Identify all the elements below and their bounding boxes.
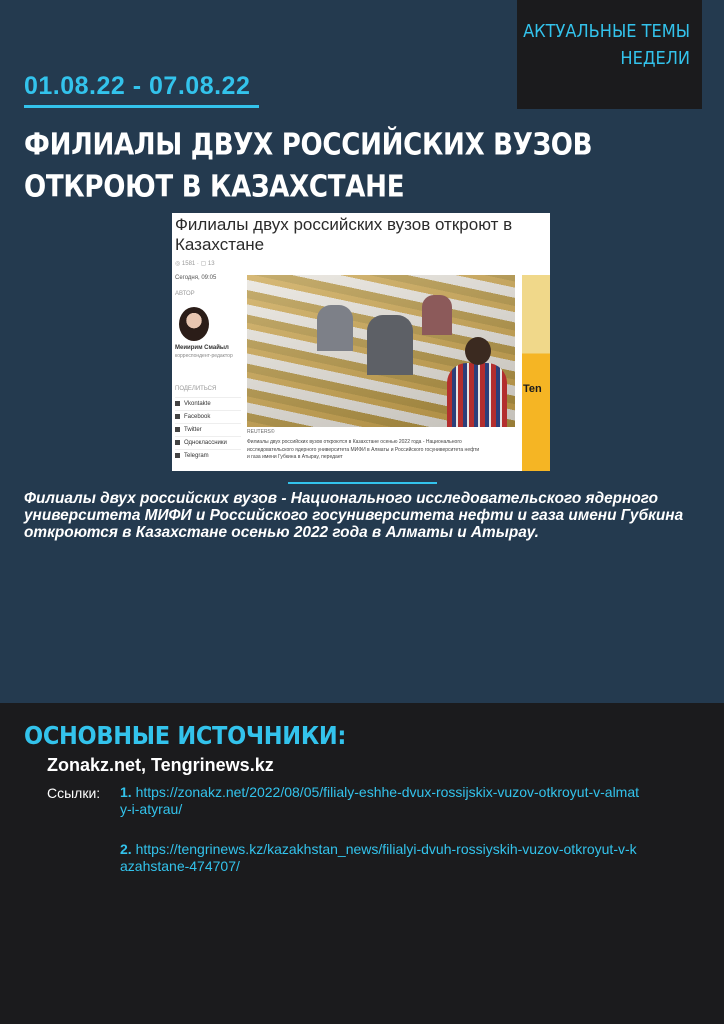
share-item: Telegram <box>175 449 241 462</box>
weekly-topics-badge <box>517 0 702 109</box>
share-item: Facebook <box>175 410 241 423</box>
divider <box>288 482 437 484</box>
sources-heading: ОСНОВНЫЕ ИСТОЧНИКИ: <box>24 721 347 750</box>
source-link-1[interactable] <box>120 784 640 818</box>
student-figure <box>317 305 353 351</box>
link-url[interactable]: https://tengrinews.kz/kazakhstan_news/filialyi-dvuh-rossiyskih-vuzov-otkroyut-v-kazahstane-474707/ <box>120 841 637 874</box>
date-range: 01.08.22 - 07.08.22 <box>24 72 251 100</box>
student-figure <box>367 315 413 375</box>
author-role: корреспондент-редактор <box>175 353 233 359</box>
sources-names: Zonakz.net, Tengrinews.kz <box>47 755 274 775</box>
date-underline <box>24 105 259 108</box>
article-title: Филиалы двух российских вузов откроют в Казахстане <box>175 215 513 254</box>
link-number: 1. <box>120 784 132 800</box>
student-figure <box>422 295 452 335</box>
student-head <box>465 337 491 365</box>
link-number: 2. <box>120 841 132 857</box>
badge-line-2: НЕДЕЛИ <box>620 48 690 69</box>
student-plaid-shirt <box>447 363 507 427</box>
author-name: Меиирим Смайыл <box>175 345 229 351</box>
links-label: Ссылки: <box>47 785 101 801</box>
share-item: Vkontakte <box>175 397 241 410</box>
article-date: Сегодня, 09:05 <box>175 275 217 281</box>
source-link-2[interactable] <box>120 841 640 875</box>
article-body: Филиалы двух российских вузов откроются в Казахстане осенью 2022 года - Национального исследовательского ядерного университета МИФИ в Алматы и Российского госуниверситета нефти и газа имени Губкина в Атырау, передает <box>247 439 480 460</box>
share-item: Одноклассники <box>175 436 241 449</box>
lead-paragraph: Филиалы двух российских вузов - Национального исследовательского ядерного университета МИФИ и Российского госуниверситета нефти и газа имени Губкина откроются в Казахстане осенью 2022 года в Алматы и Атырау. <box>24 490 684 541</box>
badge-line-1: АКТУАЛЬНЫЕ ТЕМЫ <box>523 21 690 42</box>
article-meta: ◎ 1581 · ▢ 13 <box>175 261 215 267</box>
author-avatar <box>179 307 209 341</box>
side-ad-banner <box>522 275 550 471</box>
share-heading: ПОДЕЛИТЬСЯ <box>175 386 217 392</box>
side-ad-label: Ten <box>523 383 542 395</box>
share-item: Twitter <box>175 423 241 436</box>
article-screenshot <box>172 213 550 471</box>
headline: ФИЛИАЛЫ ДВУХ РОССИЙСКИХ ВУЗОВ ОТКРОЮТ В КАЗАХСТАНЕ <box>24 126 593 204</box>
share-list <box>175 397 241 462</box>
author-heading: АВТОР <box>175 291 195 297</box>
link-url[interactable]: https://zonakz.net/2022/08/05/filialy-eshhe-dvux-rossijskix-vuzov-otkroyut-v-almaty-i-atyrau/ <box>120 784 640 817</box>
photo-credit: REUTERS© <box>247 429 275 435</box>
classroom-photo <box>247 275 515 427</box>
